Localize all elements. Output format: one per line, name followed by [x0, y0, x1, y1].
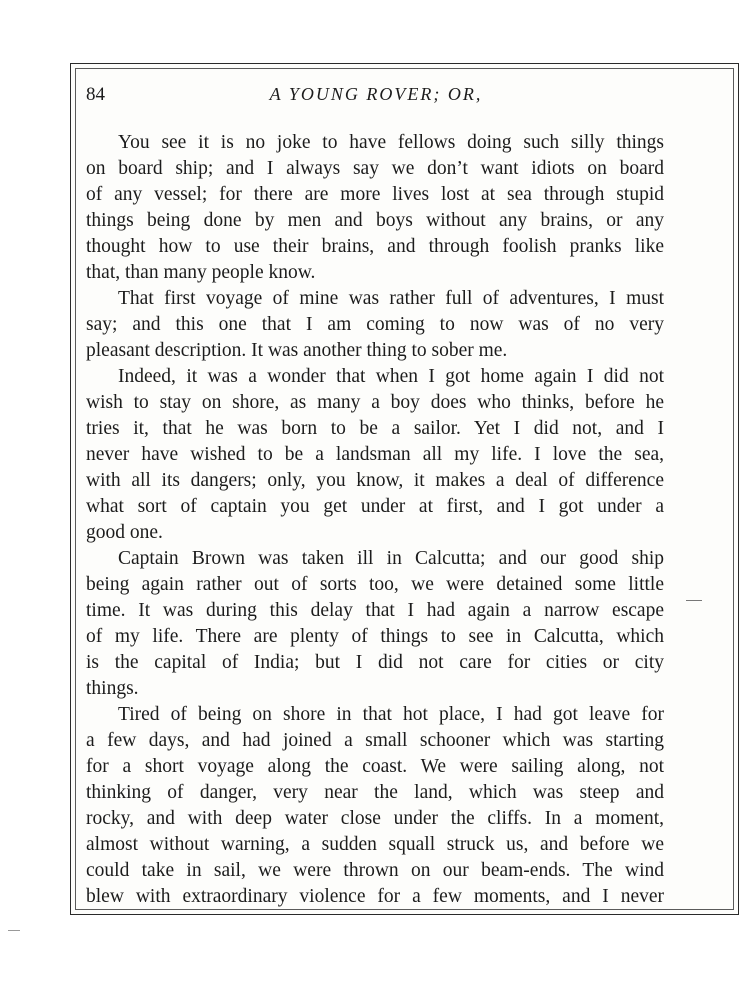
- text-line: a few days, and had joined a small schooner which was starting: [86, 730, 664, 751]
- text-line: Captain Brown was taken ill in Calcutta; and our good ship: [118, 548, 664, 569]
- text-line: thought how to use their brains, and through foolish pranks like: [86, 236, 664, 257]
- text-line: is the capital of India; but I did not care for cities or city: [86, 652, 664, 673]
- text-line: with all its dangers; only, you know, it makes a deal of difference: [86, 470, 664, 491]
- text-line: for a short voyage along the coast. We were sailing along, not: [86, 756, 664, 777]
- text-line: on board ship; and I always say we don’t want idiots on board: [86, 158, 664, 179]
- paragraph-2: [86, 286, 664, 364]
- text-line: wish to stay on shore, as many a boy does who thinks, before he: [86, 392, 664, 413]
- text-line: of my life. There are plenty of things to see in Calcutta, which: [86, 626, 664, 647]
- text-line: almost without warning, a sudden squall struck us, and before we: [86, 834, 664, 855]
- text-line: good one.: [86, 522, 163, 543]
- running-title: A YOUNG ROVER; OR,: [269, 84, 483, 104]
- paragraph-4: [86, 546, 664, 702]
- text-line: time. It was during this delay that I had again a narrow escape: [86, 600, 664, 621]
- margin-tick: [686, 600, 702, 601]
- text-line: of any vessel; for there are more lives lost at sea through stupid: [86, 184, 664, 205]
- text-line: tries it, that he was born to be a sailor. Yet I did not, and I: [86, 418, 664, 439]
- text-line: thinking of danger, very near the land, which was steep and: [86, 782, 664, 803]
- text-line: what sort of captain you get under at first, and I got under a: [86, 496, 664, 517]
- text-line: that, than many people know.: [86, 262, 316, 283]
- text-line: pleasant description. It was another thing to sober me.: [86, 340, 508, 361]
- paragraph-3: [86, 364, 664, 546]
- text-line: You see it is no joke to have fellows doing such silly things: [118, 132, 664, 153]
- running-head: [86, 84, 666, 110]
- body-text: [86, 130, 664, 910]
- paragraph-1: [86, 130, 664, 286]
- text-line: Indeed, it was a wonder that when I got home again I did not: [118, 366, 664, 387]
- margin-tick: [8, 930, 20, 931]
- text-line: say; and this one that I am coming to now was of no very: [86, 314, 664, 335]
- text-line: things being done by men and boys without any brains, or any: [86, 210, 664, 231]
- text-line: things.: [86, 678, 139, 699]
- text-line: blew with extraordinary violence for a few moments, and I never: [86, 886, 664, 907]
- text-line: being again rather out of sorts too, we were detained some little: [86, 574, 664, 595]
- text-line: never have wished to be a landsman all my life. I love the sea,: [86, 444, 664, 465]
- text-line: rocky, and with deep water close under the cliffs. In a moment,: [86, 808, 664, 829]
- page-number: 84: [86, 84, 105, 105]
- text-line: That first voyage of mine was rather full of adventures, I must: [118, 288, 664, 309]
- paragraph-5: [86, 702, 664, 910]
- text-line: Tired of being on shore in that hot place, I had got leave for: [118, 704, 664, 725]
- text-line: could take in sail, we were thrown on our beam-ends. The wind: [86, 860, 664, 881]
